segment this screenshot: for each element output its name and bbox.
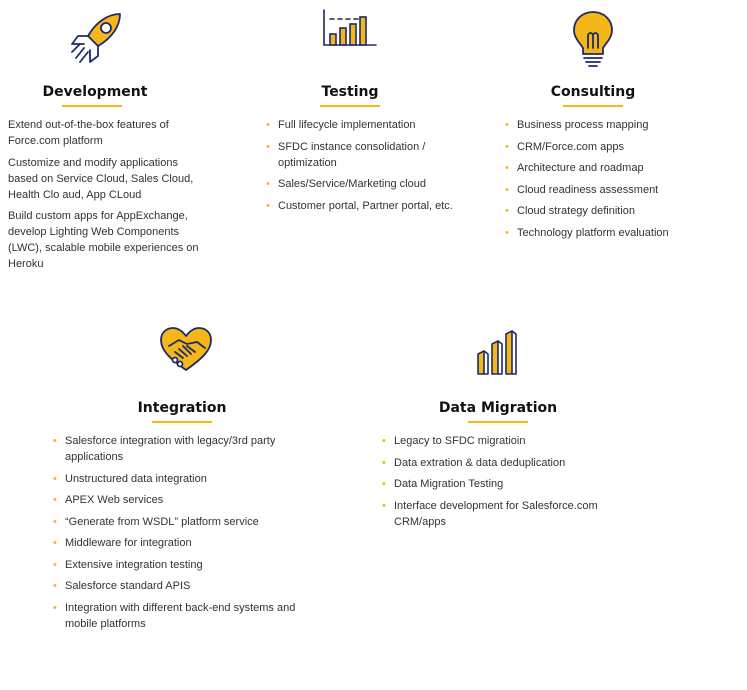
list-item: • SFDC instance consolidation / optimization <box>266 140 426 169</box>
bullet-dot-icon: • <box>53 580 57 592</box>
handshake-icon <box>157 324 215 374</box>
bullet-dot-icon: • <box>505 183 509 196</box>
data-migration-list <box>381 433 641 535</box>
consulting-list <box>504 117 734 246</box>
bullet-dot-icon: • <box>53 558 57 571</box>
bullet-dot-icon: • <box>505 119 509 131</box>
list-item: • CRM/Force.com apps <box>505 140 624 153</box>
integration-underline <box>152 421 212 423</box>
bullet-dot-icon: • <box>382 499 386 512</box>
list-item: • Legacy to SFDC migratioin <box>382 435 526 447</box>
list-item: Build custom apps for AppExchange, develop Lighting Web Components (LWC), scalable mobile experiences on Heroku <box>8 210 199 270</box>
list-item: • Data extration & data deduplication <box>382 456 566 469</box>
list-item: • Business process mapping <box>505 119 649 131</box>
bars-growth-icon <box>474 328 524 376</box>
list-item: • Cloud strategy definition <box>505 205 636 217</box>
list-item: • Unstructured data integration <box>53 472 207 485</box>
list-item: • Integration with different back-end systems and mobile platforms <box>53 601 296 630</box>
list-item: • Middleware for integration <box>53 537 192 549</box>
development-list <box>8 117 208 278</box>
list-item: • Cloud readiness assessment <box>505 183 659 196</box>
bullet-dot-icon: • <box>505 205 509 217</box>
bullet-dot-icon: • <box>505 226 509 239</box>
testing-title: Testing <box>321 84 379 100</box>
bullet-dot-icon: • <box>266 119 270 131</box>
bullet-dot-icon: • <box>53 537 57 549</box>
integration-title: Integration <box>137 400 227 416</box>
testing-list <box>265 117 465 219</box>
list-item: • Data Migration Testing <box>382 478 504 490</box>
bullet-dot-icon: • <box>505 140 509 153</box>
bullet-dot-icon: • <box>505 162 509 174</box>
list-item: • Customer portal, Partner portal, etc. <box>266 199 453 212</box>
list-item: • APEX Web services <box>53 494 164 506</box>
data-migration-title: Data Migration <box>438 400 558 416</box>
testing-underline <box>320 105 380 107</box>
list-item: • Salesforce integration with legacy/3rd party applications <box>53 435 276 463</box>
rocket-icon <box>66 8 126 68</box>
bar-chart-icon <box>320 8 380 48</box>
list-item: • Interface development for Salesforce.com CRM/apps <box>382 499 598 528</box>
list-item: • Sales/Service/Marketing cloud <box>266 178 426 190</box>
bullet-dot-icon: • <box>53 601 57 614</box>
bullet-dot-icon: • <box>382 478 386 490</box>
list-item: • “Generate from WSDL” platform service <box>53 515 259 528</box>
integration-list <box>52 433 312 637</box>
consulting-underline <box>563 105 623 107</box>
bullet-dot-icon: • <box>266 140 270 153</box>
list-item: • Extensive integration testing <box>53 558 203 571</box>
data-migration-underline <box>468 421 528 423</box>
consulting-title: Consulting <box>550 84 636 100</box>
bullet-dot-icon: • <box>382 435 386 447</box>
lightbulb-icon <box>568 8 618 70</box>
bullet-dot-icon: • <box>53 435 57 447</box>
development-title: Development <box>42 84 148 100</box>
bullet-dot-icon: • <box>266 178 270 190</box>
bullet-dot-icon: • <box>382 456 386 469</box>
list-item: Customize and modify applications based on Service Cloud, Sales Cloud, Health Clo aud, App CLoud <box>8 156 194 201</box>
bullet-dot-icon: • <box>53 494 57 506</box>
bullet-dot-icon: • <box>53 515 57 528</box>
list-item: • Technology platform evaluation <box>505 226 669 239</box>
list-item: Extend out-of-the-box features of Force.com platform <box>8 119 169 147</box>
bullet-dot-icon: • <box>53 472 57 485</box>
list-item: • Full lifecycle implementation <box>266 119 416 131</box>
list-item: • Salesforce standard APIS <box>53 580 191 592</box>
bullet-dot-icon: • <box>266 199 270 212</box>
development-underline <box>62 105 122 107</box>
list-item: • Architecture and roadmap <box>505 162 644 174</box>
